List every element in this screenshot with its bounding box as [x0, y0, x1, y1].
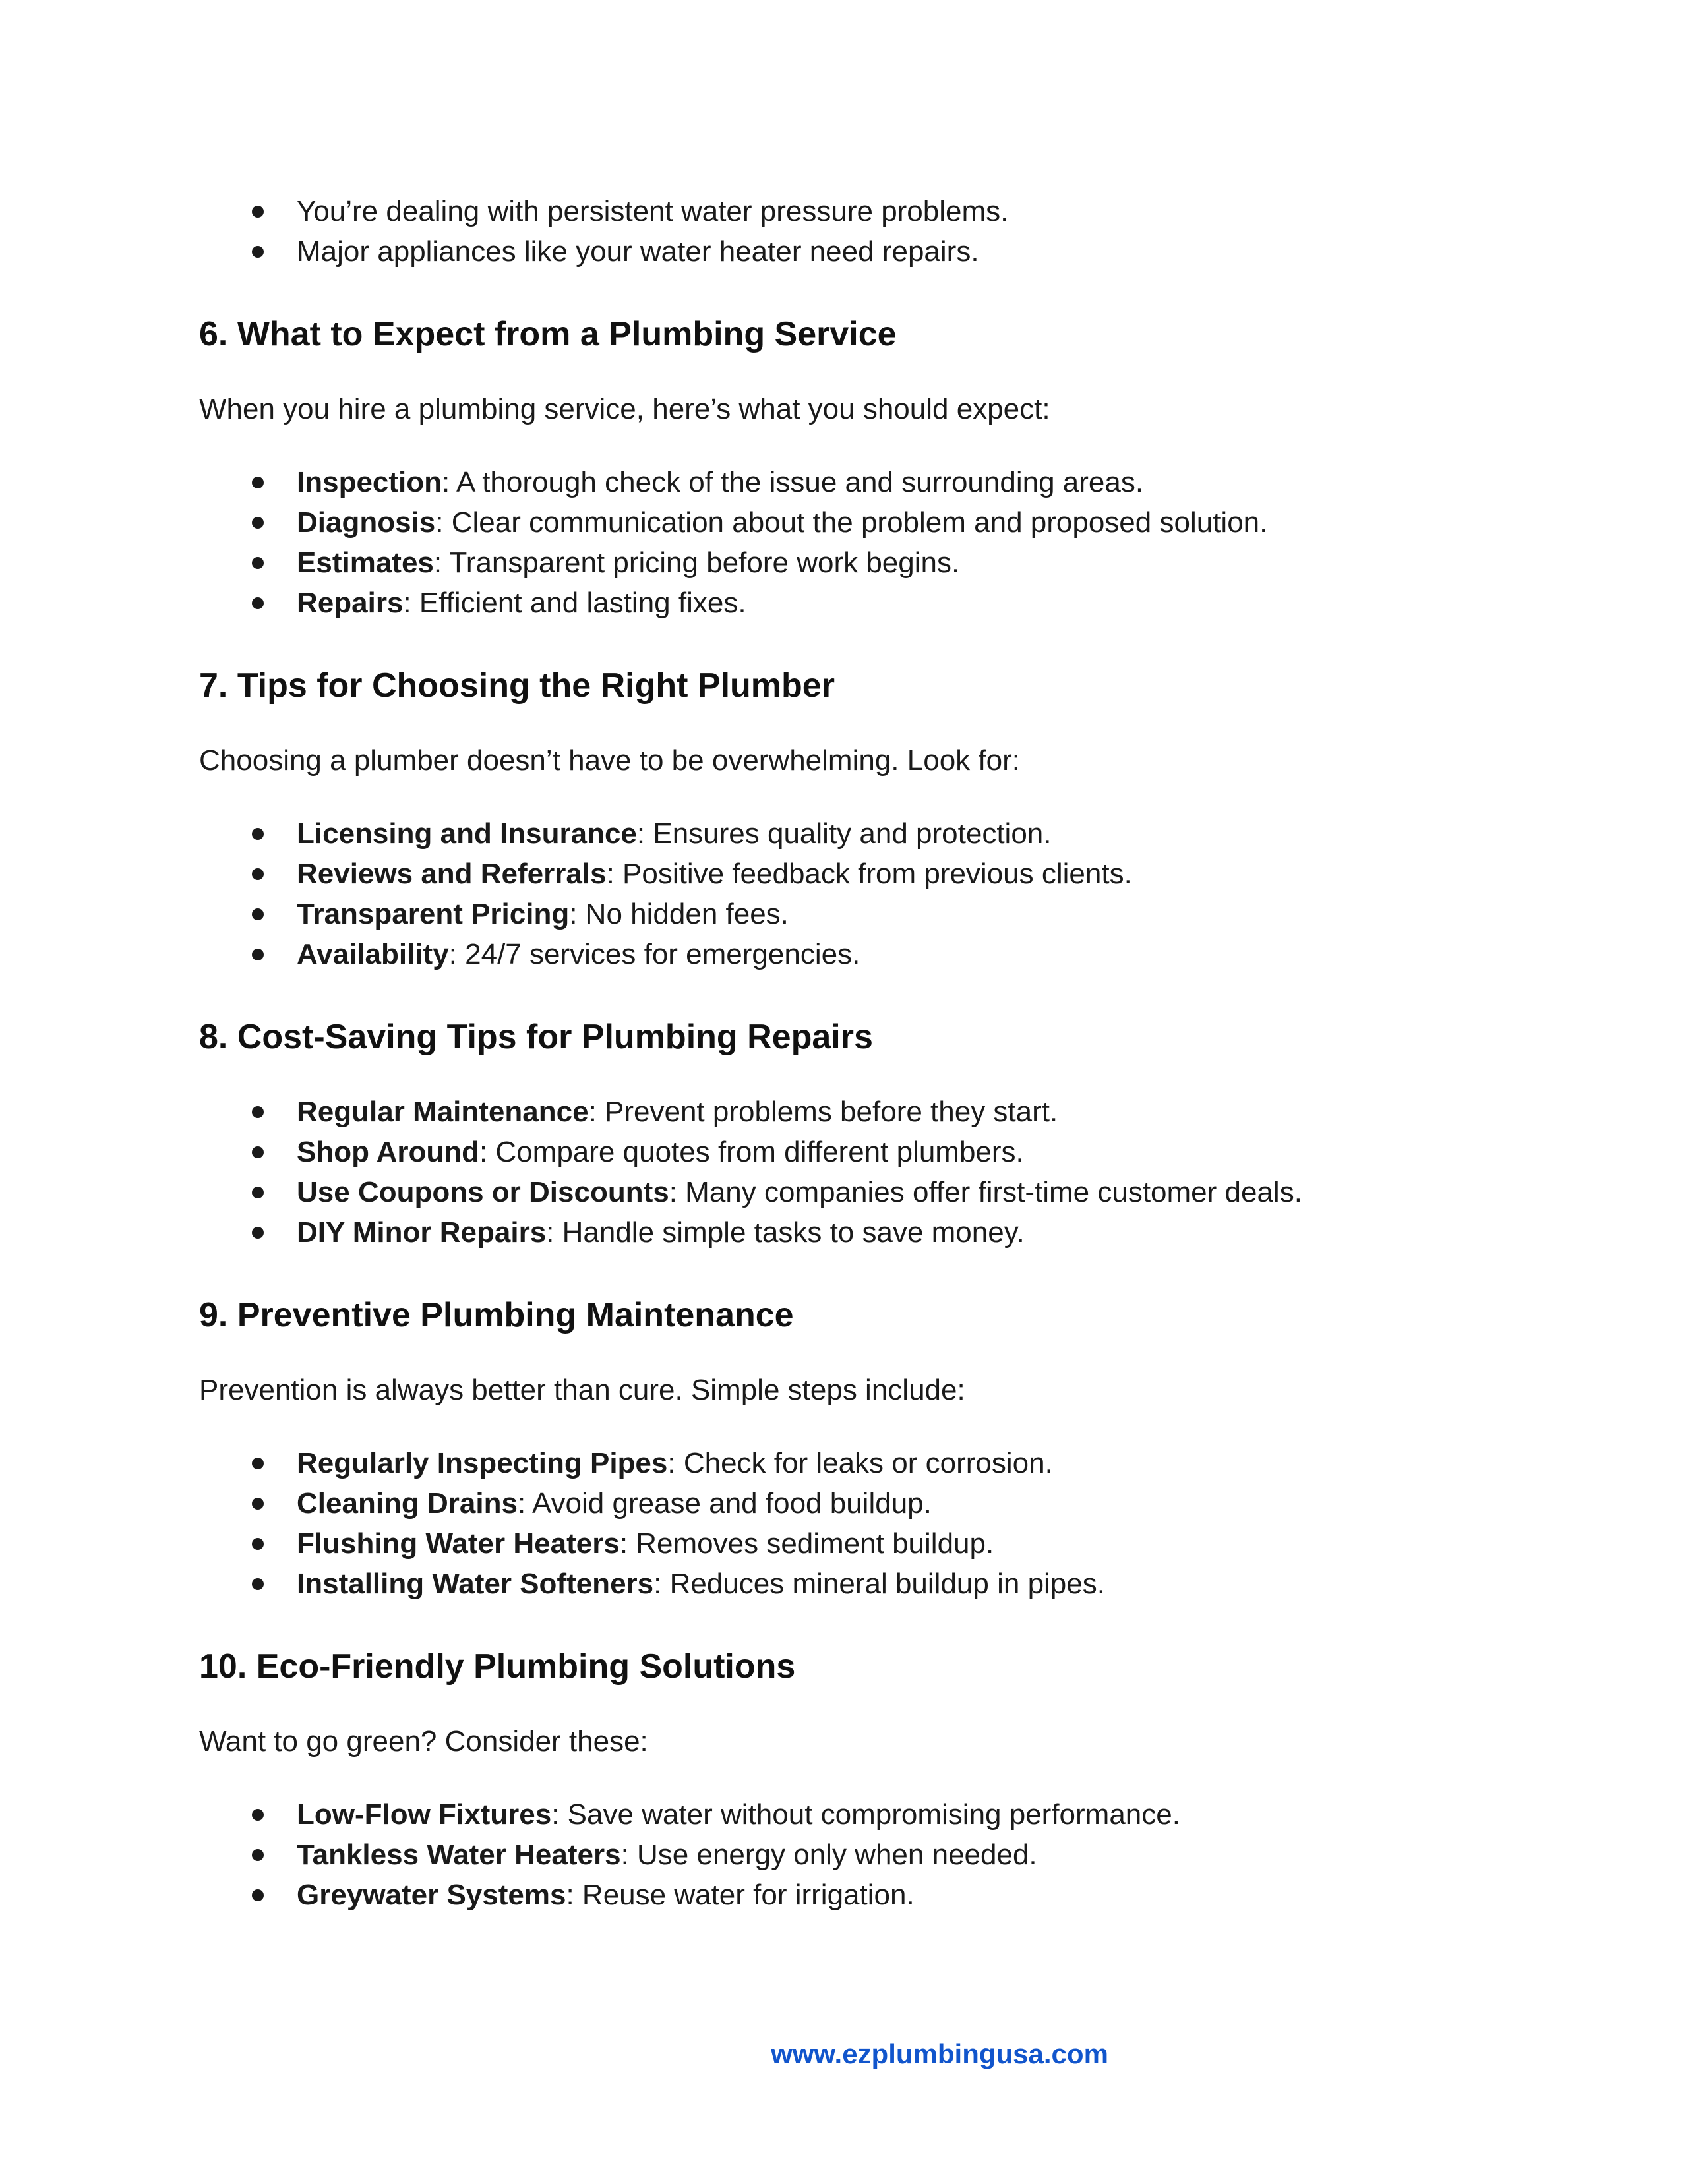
section-heading: 9. Preventive Plumbing Maintenance [199, 1296, 794, 1334]
bullet-icon [252, 1538, 264, 1550]
section-bullet-list [199, 1794, 1492, 1915]
top-bullet-list [199, 191, 1492, 272]
list-item: Major appliances like your water heater need repairs. [199, 231, 1492, 272]
bullet-icon [252, 1187, 264, 1198]
bullet-icon [252, 1578, 264, 1590]
bullet-icon [252, 1227, 264, 1239]
list-item: Low-Flow Fixtures: Save water without compromising performance. [199, 1794, 1492, 1835]
bullet-icon [252, 868, 264, 880]
bullet-icon [252, 949, 264, 960]
bullet-icon [252, 557, 264, 569]
section-intro: When you hire a plumbing service, here’s what you should expect: [199, 393, 1050, 425]
section-heading: 10. Eco-Friendly Plumbing Solutions [199, 1647, 796, 1686]
bullet-icon [252, 828, 264, 840]
bullet-icon [252, 517, 264, 529]
bullet-icon [252, 1809, 264, 1821]
list-item: Greywater Systems: Reuse water for irrigation. [199, 1875, 1492, 1915]
list-item: DIY Minor Repairs: Handle simple tasks to save money. [199, 1212, 1492, 1253]
list-item: Flushing Water Heaters: Removes sediment buildup. [199, 1523, 1492, 1564]
section-heading: 7. Tips for Choosing the Right Plumber [199, 666, 835, 705]
list-item: Regularly Inspecting Pipes: Check for leaks or corrosion. [199, 1443, 1492, 1483]
list-item: Diagnosis: Clear communication about the problem and proposed solution. [199, 502, 1492, 543]
list-item: Use Coupons or Discounts: Many companies offer first-time customer deals. [199, 1172, 1492, 1212]
bullet-icon [252, 1849, 264, 1861]
bullet-icon [252, 1106, 264, 1118]
website-link[interactable]: www.ezplumbingusa.com [771, 2038, 1108, 2069]
section-heading: 6. What to Expect from a Plumbing Service [199, 315, 897, 353]
bullet-icon [252, 477, 264, 488]
section-bullet-list [199, 813, 1492, 974]
document-body [199, 191, 1492, 1915]
list-item: Inspection: A thorough check of the issue and surrounding areas. [199, 462, 1492, 502]
bullet-icon [252, 908, 264, 920]
list-item: Reviews and Referrals: Positive feedback from previous clients. [199, 854, 1492, 894]
list-item: Cleaning Drains: Avoid grease and food buildup. [199, 1483, 1492, 1523]
list-item: Shop Around: Compare quotes from different plumbers. [199, 1132, 1492, 1172]
list-item: Tankless Water Heaters: Use energy only when needed. [199, 1835, 1492, 1875]
bullet-icon [252, 1458, 264, 1469]
list-item: Installing Water Softeners: Reduces mineral buildup in pipes. [199, 1564, 1492, 1604]
list-item: You’re dealing with persistent water pressure problems. [199, 191, 1492, 231]
bullet-icon [252, 1889, 264, 1901]
list-item: Availability: 24/7 services for emergencies. [199, 934, 1492, 974]
section-intro: Choosing a plumber doesn’t have to be overwhelming. Look for: [199, 744, 1020, 777]
section-heading: 8. Cost-Saving Tips for Plumbing Repairs [199, 1018, 873, 1056]
section-bullet-list [199, 1092, 1492, 1253]
section-bullet-list [199, 1443, 1492, 1604]
bullet-icon [252, 597, 264, 609]
bullet-icon [252, 246, 264, 258]
list-item: Licensing and Insurance: Ensures quality and protection. [199, 813, 1492, 854]
list-item: Transparent Pricing: No hidden fees. [199, 894, 1492, 934]
bullet-icon [252, 1146, 264, 1158]
list-item: Regular Maintenance: Prevent problems before they start. [199, 1092, 1492, 1132]
bullet-icon [252, 206, 264, 218]
section-bullet-list [199, 462, 1492, 623]
list-item: Repairs: Efficient and lasting fixes. [199, 583, 1492, 623]
list-item: Estimates: Transparent pricing before work begins. [199, 543, 1492, 583]
bullet-icon [252, 1498, 264, 1510]
section-intro: Want to go green? Consider these: [199, 1725, 648, 1757]
section-intro: Prevention is always better than cure. Simple steps include: [199, 1374, 965, 1406]
